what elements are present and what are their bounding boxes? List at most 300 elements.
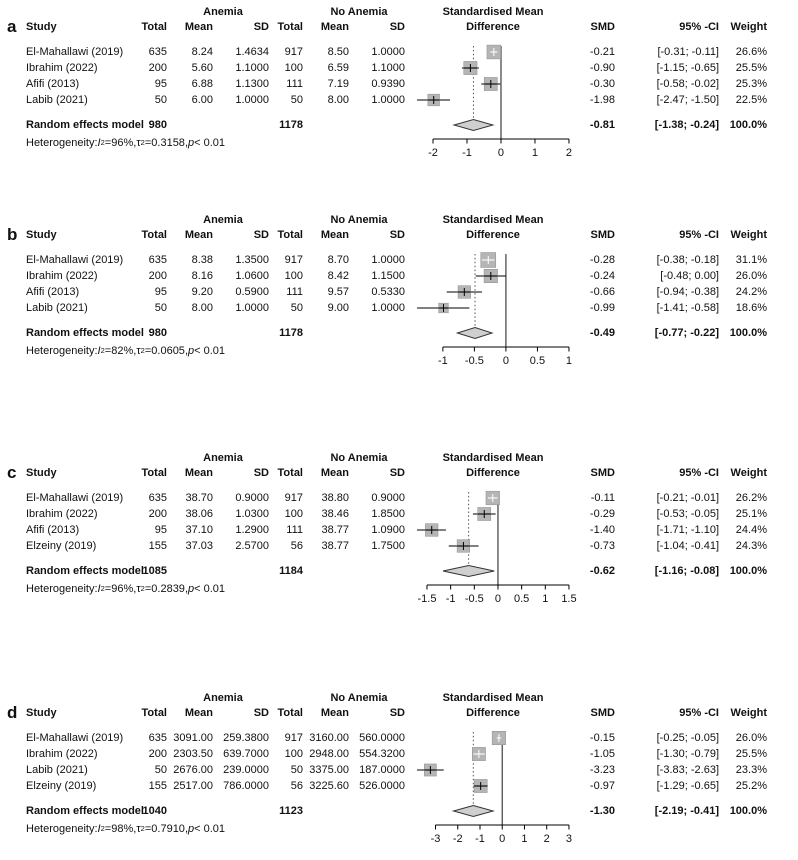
- col-header-anemia-mean: Mean: [184, 20, 213, 33]
- noanemia-mean: 6.59: [327, 62, 349, 74]
- anemia-total: 155: [148, 780, 167, 792]
- noanemia-sd: 1.1500: [371, 270, 405, 282]
- study-marker: [472, 747, 485, 760]
- anemia-mean: 37.03: [185, 540, 213, 552]
- noanemia-total: 100: [284, 508, 303, 520]
- study-marker: [474, 779, 488, 792]
- anemia-sd: 1.3500: [235, 254, 269, 266]
- ci-value: [-3.83; -2.63]: [656, 764, 719, 776]
- weight-value: 26.0%: [735, 732, 767, 744]
- noanemia-mean: 9.00: [327, 302, 349, 314]
- anemia-mean: 9.20: [191, 286, 213, 298]
- noanemia-sd: 1.0000: [371, 302, 405, 314]
- heterogeneity-part: ,: [133, 137, 137, 149]
- heterogeneity-part: τ: [136, 345, 141, 357]
- col-header-anemia-mean: Mean: [184, 466, 213, 479]
- x-axis-tick-label: 0.5: [529, 355, 546, 367]
- heterogeneity-part: 0.3158: [151, 137, 185, 149]
- heterogeneity-text: Heterogeneity: I 2 = 82% , τ 2 = 0.0605 , p < 0.01: [26, 345, 226, 357]
- study-marker: [481, 77, 500, 90]
- ci-value: [-0.53; -0.05]: [656, 508, 719, 520]
- col-header-noanemia-mean: Mean: [320, 466, 349, 479]
- heterogeneity-part: I: [97, 583, 101, 595]
- heterogeneity-part: p: [188, 345, 195, 357]
- weight-value: 25.3%: [735, 78, 767, 90]
- study-name: Elzeiny (2019): [26, 780, 97, 792]
- col-header-study: Study: [26, 20, 57, 33]
- heterogeneity-part: τ: [136, 137, 141, 149]
- heterogeneity-part: =: [144, 345, 152, 357]
- ci-value: [-0.94; -0.38]: [656, 286, 719, 298]
- panel-label: b: [7, 224, 18, 244]
- weight-value: 24.3%: [735, 540, 767, 552]
- noanemia-sd: 554.3200: [359, 748, 405, 760]
- col-header-weight: Weight: [730, 228, 767, 241]
- anemia-sd: 1.1000: [235, 62, 269, 74]
- noanemia-mean: 8.42: [327, 270, 349, 282]
- heterogeneity-part: ,: [184, 823, 188, 835]
- pooled-noanemia-total: 1178: [279, 119, 303, 131]
- smd-value: -0.97: [589, 780, 615, 792]
- study-marker: [417, 524, 446, 537]
- noanemia-sd: 1.0000: [371, 254, 405, 266]
- anemia-mean: 2517.00: [173, 780, 213, 792]
- heterogeneity-part: Heterogeneity:: [26, 823, 98, 835]
- pooled-diamond: [454, 120, 493, 131]
- col-header-anemia-group: Anemia: [203, 691, 243, 704]
- heterogeneity-part: =: [104, 137, 112, 149]
- ci-value: [-0.31; -0.11]: [657, 46, 719, 58]
- smd-value: -0.99: [589, 302, 615, 314]
- x-axis-tick-label: 2: [565, 147, 573, 159]
- x-axis-tick-label: -1: [437, 355, 448, 367]
- col-header-noanemia-group: No Anemia: [330, 213, 388, 226]
- heterogeneity-part: p: [188, 137, 195, 149]
- col-header-noanemia-sd: SD: [389, 228, 405, 241]
- x-axis-tick-label: 1: [531, 147, 539, 159]
- noanemia-total: 50: [290, 764, 303, 776]
- pooled-anemia-total: 980: [148, 327, 167, 339]
- x-axis-tick-label: -0.5: [464, 593, 484, 605]
- noanemia-total: 111: [286, 286, 303, 298]
- col-header-smd: SMD: [590, 466, 615, 479]
- noanemia-total: 917: [284, 46, 303, 58]
- anemia-total: 200: [148, 270, 167, 282]
- noanemia-mean: 7.19: [327, 78, 349, 90]
- noanemia-total: 50: [290, 302, 303, 314]
- heterogeneity-part: 98%: [111, 823, 134, 835]
- noanemia-total: 100: [284, 748, 303, 760]
- study-marker: [417, 303, 469, 313]
- pooled-anemia-total: 980: [148, 119, 167, 131]
- col-header-anemia-group: Anemia: [203, 451, 243, 464]
- pooled-diamond: [443, 566, 494, 577]
- anemia-sd: 639.7000: [223, 748, 269, 760]
- col-header-ci: 95% -CI: [679, 466, 719, 479]
- heterogeneity-part: p: [188, 823, 195, 835]
- col-header-noanemia-mean: Mean: [320, 706, 349, 719]
- study-name: Ibrahim (2022): [26, 270, 98, 282]
- noanemia-sd: 1.0900: [371, 524, 405, 536]
- x-axis-tick-label: -2: [428, 147, 438, 159]
- study-name: El-Mahallawi (2019): [26, 492, 124, 504]
- anemia-mean: 6.88: [191, 78, 213, 90]
- anemia-mean: 3091.00: [173, 732, 213, 744]
- heterogeneity-part: I: [97, 823, 101, 835]
- noanemia-sd: 0.9000: [371, 492, 405, 504]
- noanemia-sd: 560.0000: [359, 732, 405, 744]
- study-name: El-Mahallawi (2019): [26, 254, 124, 266]
- ci-value: [-0.58; -0.02]: [656, 78, 719, 90]
- pooled-smd-value: -1.30: [589, 805, 615, 817]
- pooled-ci-value: [-1.16; -0.08]: [654, 565, 719, 577]
- col-header-smd: SMD: [590, 20, 615, 33]
- heterogeneity-part: 0.2839: [151, 583, 185, 595]
- col-header-anemia-total: Total: [141, 466, 167, 479]
- anemia-sd: 1.0300: [235, 508, 269, 520]
- heterogeneity-part: < 0.01: [194, 345, 226, 357]
- study-marker: [417, 94, 450, 106]
- col-header-smd-line2: Difference: [466, 466, 520, 479]
- x-axis-tick-label: 1: [542, 593, 549, 605]
- noanemia-total: 111: [286, 78, 303, 90]
- anemia-total: 635: [148, 492, 167, 504]
- heterogeneity-part: ,: [133, 345, 137, 357]
- anemia-sd: 2.5700: [235, 540, 269, 552]
- smd-value: -0.30: [589, 78, 615, 90]
- anemia-mean: 2303.50: [173, 748, 213, 760]
- col-header-anemia-sd: SD: [253, 706, 269, 719]
- study-name: Ibrahim (2022): [26, 748, 98, 760]
- noanemia-mean: 38.77: [321, 524, 349, 536]
- heterogeneity-part: 96%: [111, 137, 134, 149]
- col-header-study: Study: [26, 466, 57, 479]
- col-header-noanemia-total: Total: [277, 228, 303, 241]
- noanemia-mean: 38.80: [321, 492, 349, 504]
- study-name: Ibrahim (2022): [26, 62, 98, 74]
- x-axis-tick-label: 1: [521, 833, 528, 845]
- noanemia-total: 100: [284, 62, 303, 74]
- panel-a: [0, 4, 798, 174]
- anemia-mean: 6.00: [191, 94, 213, 106]
- anemia-mean: 8.16: [191, 270, 213, 282]
- noanemia-total: 111: [286, 524, 303, 536]
- anemia-mean: 8.38: [191, 254, 213, 266]
- study-name: Afifi (2013): [26, 286, 80, 298]
- heterogeneity-part: ,: [184, 583, 188, 595]
- heterogeneity-part: 82%: [111, 345, 134, 357]
- pooled-label: Random effects model: [26, 565, 144, 577]
- smd-value: -3.23: [589, 764, 615, 776]
- col-header-smd: SMD: [590, 706, 615, 719]
- heterogeneity-part: τ: [136, 823, 141, 835]
- study-name: Afifi (2013): [26, 524, 80, 536]
- anemia-total: 95: [154, 286, 167, 298]
- study-name: Labib (2021): [26, 764, 88, 776]
- pooled-weight-value: 100.0%: [729, 565, 767, 577]
- col-header-noanemia-mean: Mean: [320, 20, 349, 33]
- weight-value: 22.5%: [735, 94, 767, 106]
- weight-value: 26.0%: [735, 270, 767, 282]
- ci-value: [-0.48; 0.00]: [660, 270, 719, 282]
- smd-value: -0.11: [590, 492, 615, 504]
- pooled-label: Random effects model: [26, 327, 144, 339]
- col-header-anemia-total: Total: [141, 20, 167, 33]
- heterogeneity-part: < 0.01: [194, 583, 226, 595]
- noanemia-mean: 9.57: [327, 286, 349, 298]
- ci-value: [-1.15; -0.65]: [656, 62, 719, 74]
- pooled-anemia-total: 1040: [142, 805, 167, 817]
- col-header-noanemia-sd: SD: [389, 706, 405, 719]
- x-axis-tick-label: -0.5: [464, 355, 484, 367]
- smd-value: -0.28: [589, 254, 615, 266]
- heterogeneity-part: =: [104, 345, 112, 357]
- panel-b: [0, 212, 798, 382]
- col-header-ci: 95% -CI: [679, 20, 719, 33]
- col-header-anemia-group: Anemia: [203, 5, 243, 18]
- smd-value: -1.40: [589, 524, 615, 536]
- study-name: Elzeiny (2019): [26, 540, 97, 552]
- pooled-noanemia-total: 1178: [279, 327, 303, 339]
- pooled-diamond: [457, 328, 492, 339]
- anemia-total: 635: [148, 46, 167, 58]
- x-axis-tick-label: -3: [430, 833, 441, 845]
- study-marker: [487, 45, 501, 59]
- col-header-weight: Weight: [730, 466, 767, 479]
- panel-label: a: [7, 16, 17, 36]
- smd-value: -1.98: [589, 94, 615, 106]
- col-header-study: Study: [26, 228, 57, 241]
- weight-value: 24.2%: [735, 286, 767, 298]
- study-marker: [449, 540, 479, 553]
- pooled-label: Random effects model: [26, 805, 144, 817]
- anemia-total: 50: [154, 764, 167, 776]
- ci-value: [-1.41; -0.58]: [656, 302, 719, 314]
- noanemia-mean: 3225.60: [309, 780, 349, 792]
- heterogeneity-part: ,: [133, 583, 137, 595]
- col-header-noanemia-sd: SD: [389, 466, 405, 479]
- panel-label: d: [7, 702, 18, 722]
- heterogeneity-part: =: [104, 583, 112, 595]
- pooled-ci-value: [-2.19; -0.41]: [654, 805, 719, 817]
- col-header-anemia-sd: SD: [253, 228, 269, 241]
- col-header-noanemia-group: No Anemia: [330, 5, 388, 18]
- col-header-study: Study: [26, 706, 57, 719]
- study-name: El-Mahallawi (2019): [26, 732, 124, 744]
- heterogeneity-part: 0.7910: [151, 823, 185, 835]
- heterogeneity-part: < 0.01: [194, 823, 226, 835]
- heterogeneity-part: I: [97, 345, 101, 357]
- col-header-anemia-group: Anemia: [203, 213, 243, 226]
- anemia-mean: 38.70: [185, 492, 213, 504]
- ci-value: [-1.04; -0.41]: [656, 540, 719, 552]
- anemia-sd: 1.0000: [235, 94, 269, 106]
- noanemia-total: 100: [284, 270, 303, 282]
- anemia-sd: 239.0000: [223, 764, 269, 776]
- heterogeneity-part: I: [97, 137, 101, 149]
- noanemia-sd: 0.5330: [371, 286, 405, 298]
- weight-value: 24.4%: [735, 524, 767, 536]
- noanemia-sd: 1.0000: [371, 94, 405, 106]
- x-axis-tick-label: -2: [452, 833, 463, 845]
- heterogeneity-text: Heterogeneity: I 2 = 98% , τ 2 = 0.7910 , p < 0.01: [26, 823, 226, 835]
- anemia-total: 635: [148, 732, 167, 744]
- anemia-sd: 1.0600: [235, 270, 269, 282]
- pooled-smd-value: -0.62: [589, 565, 615, 577]
- x-axis-tick-label: 0.5: [513, 593, 530, 605]
- weight-value: 25.5%: [735, 748, 767, 760]
- col-header-noanemia-total: Total: [277, 20, 303, 33]
- noanemia-mean: 8.50: [327, 46, 349, 58]
- pooled-smd-value: -0.81: [589, 119, 615, 131]
- noanemia-total: 56: [290, 540, 303, 552]
- noanemia-sd: 1.8500: [371, 508, 405, 520]
- pooled-anemia-total: 1085: [142, 565, 167, 577]
- weight-value: 26.2%: [735, 492, 767, 504]
- noanemia-total: 917: [284, 732, 303, 744]
- col-header-anemia-mean: Mean: [184, 706, 213, 719]
- anemia-sd: 1.2900: [235, 524, 269, 536]
- pooled-weight-value: 100.0%: [729, 805, 767, 817]
- anemia-total: 50: [154, 302, 167, 314]
- heterogeneity-part: 96%: [111, 583, 134, 595]
- study-name: Labib (2021): [26, 94, 88, 106]
- ci-value: [-0.25; -0.05]: [656, 732, 719, 744]
- noanemia-sd: 1.0000: [371, 46, 405, 58]
- smd-value: -0.29: [589, 508, 615, 520]
- pooled-label: Random effects model: [26, 119, 144, 131]
- heterogeneity-text: Heterogeneity: I 2 = 96% , τ 2 = 0.3158 , p < 0.01: [26, 137, 226, 149]
- col-header-noanemia-total: Total: [277, 706, 303, 719]
- col-header-weight: Weight: [730, 706, 767, 719]
- anemia-mean: 8.00: [191, 302, 213, 314]
- heterogeneity-part: =: [104, 823, 112, 835]
- panel-label: c: [7, 462, 17, 482]
- study-marker: [486, 491, 500, 505]
- study-name: Labib (2021): [26, 302, 88, 314]
- noanemia-mean: 38.77: [321, 540, 349, 552]
- anemia-mean: 8.24: [191, 46, 213, 58]
- pooled-diamond: [454, 806, 494, 817]
- study-marker: [492, 731, 506, 745]
- col-header-anemia-total: Total: [141, 706, 167, 719]
- noanemia-mean: 3375.00: [309, 764, 349, 776]
- x-axis-tick-label: -1: [445, 593, 456, 605]
- anemia-mean: 2676.00: [173, 764, 213, 776]
- heterogeneity-part: ,: [133, 823, 137, 835]
- x-axis-tick-label: 0: [499, 833, 506, 845]
- forest-plot-a: [410, 44, 576, 166]
- x-axis-tick-label: 3: [565, 833, 573, 845]
- study-name: Afifi (2013): [26, 78, 80, 90]
- heterogeneity-part: =: [144, 583, 152, 595]
- heterogeneity-part: ,: [184, 345, 188, 357]
- weight-value: 26.6%: [735, 46, 767, 58]
- x-axis-tick-label: 1: [565, 355, 573, 367]
- ci-value: [-1.71; -1.10]: [656, 524, 719, 536]
- col-header-anemia-total: Total: [141, 228, 167, 241]
- study-marker: [476, 269, 506, 283]
- x-axis-tick-label: 0: [494, 593, 502, 605]
- anemia-total: 95: [154, 78, 167, 90]
- smd-value: -0.73: [589, 540, 615, 552]
- col-header-smd-line2: Difference: [466, 706, 520, 719]
- study-marker: [462, 61, 479, 74]
- pooled-noanemia-total: 1123: [279, 805, 303, 817]
- weight-value: 25.1%: [735, 508, 767, 520]
- anemia-sd: 0.5900: [235, 286, 269, 298]
- pooled-ci-value: [-0.77; -0.22]: [654, 327, 719, 339]
- noanemia-total: 917: [284, 254, 303, 266]
- anemia-total: 155: [148, 540, 167, 552]
- ci-value: [-0.38; -0.18]: [656, 254, 719, 266]
- study-marker: [417, 764, 444, 776]
- col-header-noanemia-total: Total: [277, 466, 303, 479]
- study-marker: [473, 507, 496, 520]
- heterogeneity-part: τ: [136, 583, 141, 595]
- heterogeneity-part: ,: [184, 137, 188, 149]
- smd-value: -0.66: [589, 286, 615, 298]
- panel-c: [0, 450, 798, 620]
- noanemia-sd: 1.1000: [371, 62, 405, 74]
- anemia-sd: 1.1300: [235, 78, 269, 90]
- pooled-weight-value: 100.0%: [729, 327, 767, 339]
- study-marker: [447, 286, 482, 299]
- x-axis-tick-label: -1: [462, 147, 472, 159]
- heterogeneity-part: Heterogeneity:: [26, 137, 98, 149]
- heterogeneity-part: Heterogeneity:: [26, 583, 98, 595]
- panel-d: [0, 690, 798, 860]
- ci-value: [-2.47; -1.50]: [656, 94, 719, 106]
- col-header-smd-line1: Standardised Mean: [442, 691, 544, 704]
- col-header-noanemia-mean: Mean: [320, 228, 349, 241]
- heterogeneity-part: =: [144, 137, 152, 149]
- noanemia-mean: 38.46: [321, 508, 349, 520]
- heterogeneity-part: 0.0605: [151, 345, 185, 357]
- col-header-noanemia-group: No Anemia: [330, 691, 388, 704]
- weight-value: 25.2%: [735, 780, 767, 792]
- smd-value: -1.05: [589, 748, 615, 760]
- x-axis-tick-label: 0: [497, 147, 505, 159]
- anemia-total: 200: [148, 62, 167, 74]
- col-header-ci: 95% -CI: [679, 228, 719, 241]
- anemia-total: 635: [148, 254, 167, 266]
- anemia-sd: 259.3800: [223, 732, 269, 744]
- noanemia-sd: 187.0000: [359, 764, 405, 776]
- col-header-smd-line1: Standardised Mean: [442, 213, 544, 226]
- noanemia-mean: 8.70: [327, 254, 349, 266]
- weight-value: 23.3%: [735, 764, 767, 776]
- heterogeneity-part: Heterogeneity:: [26, 345, 98, 357]
- col-header-anemia-sd: SD: [253, 466, 269, 479]
- col-header-ci: 95% -CI: [679, 706, 719, 719]
- x-axis-tick-label: -1: [475, 833, 485, 845]
- weight-value: 31.1%: [735, 254, 767, 266]
- col-header-smd-line2: Difference: [466, 228, 520, 241]
- anemia-sd: 786.0000: [223, 780, 269, 792]
- smd-value: -0.24: [589, 270, 615, 282]
- forest-plot-c: [410, 490, 576, 612]
- study-name: Ibrahim (2022): [26, 508, 98, 520]
- col-header-noanemia-group: No Anemia: [330, 451, 388, 464]
- col-header-smd-line2: Difference: [466, 20, 520, 33]
- anemia-total: 95: [154, 524, 167, 536]
- heterogeneity-part: =: [144, 823, 152, 835]
- col-header-anemia-sd: SD: [253, 20, 269, 33]
- noanemia-sd: 0.9390: [371, 78, 405, 90]
- pooled-ci-value: [-1.38; -0.24]: [654, 119, 719, 131]
- x-axis-tick-label: 1.5: [561, 593, 577, 605]
